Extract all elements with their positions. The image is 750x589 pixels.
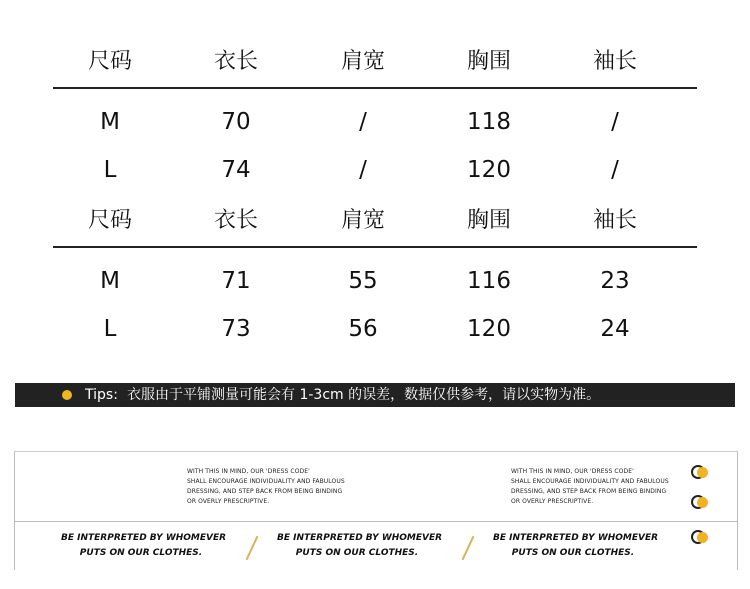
brand-banner xyxy=(14,451,738,570)
circle-icon xyxy=(691,530,705,544)
table-row xyxy=(53,261,697,301)
header-length: 衣长 xyxy=(213,208,258,233)
table-cell: M xyxy=(100,109,120,135)
table-cell: / xyxy=(359,109,367,135)
header-chest: 胸围 xyxy=(466,49,511,74)
table-cell: 120 xyxy=(467,316,511,342)
table-row xyxy=(53,102,697,142)
table-cell: 70 xyxy=(221,109,251,135)
table-header-row xyxy=(53,201,697,241)
slogan: BE INTERPRETED BY WHOMEVER PUTS ON OUR CLOTHES. xyxy=(493,533,659,558)
table-cell: 24 xyxy=(600,316,630,342)
table-cell: 116 xyxy=(467,268,511,294)
table-cell: / xyxy=(611,109,619,135)
header-sleeve: 袖长 xyxy=(592,49,637,74)
table-cell: M xyxy=(100,268,120,294)
table-cell: L xyxy=(103,157,117,183)
table-cell: L xyxy=(103,316,117,342)
slogan: BE INTERPRETED BY WHOMEVER PUTS ON OUR CLOTHES. xyxy=(277,533,443,558)
header-sleeve: 袖长 xyxy=(592,208,637,233)
circle-icon xyxy=(691,495,705,509)
table-cell: 120 xyxy=(467,157,511,183)
brand-paragraph: WITH THIS IN MIND, OUR 'DRESS CODE' SHALL ENCOURAGE INDIVIDUALITY AND FABULOUS DRESSING, AND STEP BACK FROM BEING BINDING OR OVERLY PRESCRIPTIVE. xyxy=(511,468,669,505)
slogan: BE INTERPRETED BY WHOMEVER PUTS ON OUR CLOTHES. xyxy=(61,533,227,558)
table-cell: 71 xyxy=(221,268,251,294)
tips-bar xyxy=(15,383,735,407)
header-length: 衣长 xyxy=(213,49,258,74)
banner-divider xyxy=(15,521,737,522)
brand-paragraph: WITH THIS IN MIND, OUR 'DRESS CODE' SHALL ENCOURAGE INDIVIDUALITY AND FABULOUS DRESSING, AND STEP BACK FROM BEING BINDING OR OVERLY PRESCRIPTIVE. xyxy=(187,468,345,505)
header-divider xyxy=(53,87,697,89)
header-shoulder: 肩宽 xyxy=(340,208,385,233)
header-size: 尺码 xyxy=(87,208,132,233)
header-size: 尺码 xyxy=(87,49,132,74)
table-cell: 55 xyxy=(348,268,378,294)
table-cell: 73 xyxy=(221,316,251,342)
table-header-row xyxy=(53,42,697,82)
table-cell: 23 xyxy=(600,268,630,294)
table-row xyxy=(53,150,697,190)
table-cell: 56 xyxy=(348,316,378,342)
header-shoulder: 肩宽 xyxy=(340,49,385,74)
table-cell: 118 xyxy=(467,109,511,135)
table-row xyxy=(53,309,697,349)
header-divider xyxy=(53,246,697,248)
table-cell: / xyxy=(611,157,619,183)
slash-icon xyxy=(462,536,475,560)
table-cell: 74 xyxy=(221,157,251,183)
slash-icon xyxy=(246,536,259,560)
table-cell: / xyxy=(359,157,367,183)
header-chest: 胸围 xyxy=(466,208,511,233)
circle-icon xyxy=(691,465,705,479)
tips-label: Tips: xyxy=(85,387,118,403)
tips-text: 衣服由于平铺测量可能会有 1-3cm 的误差，数据仅供参考，请以实物为准。 xyxy=(127,387,601,403)
bullet-icon xyxy=(62,390,72,400)
